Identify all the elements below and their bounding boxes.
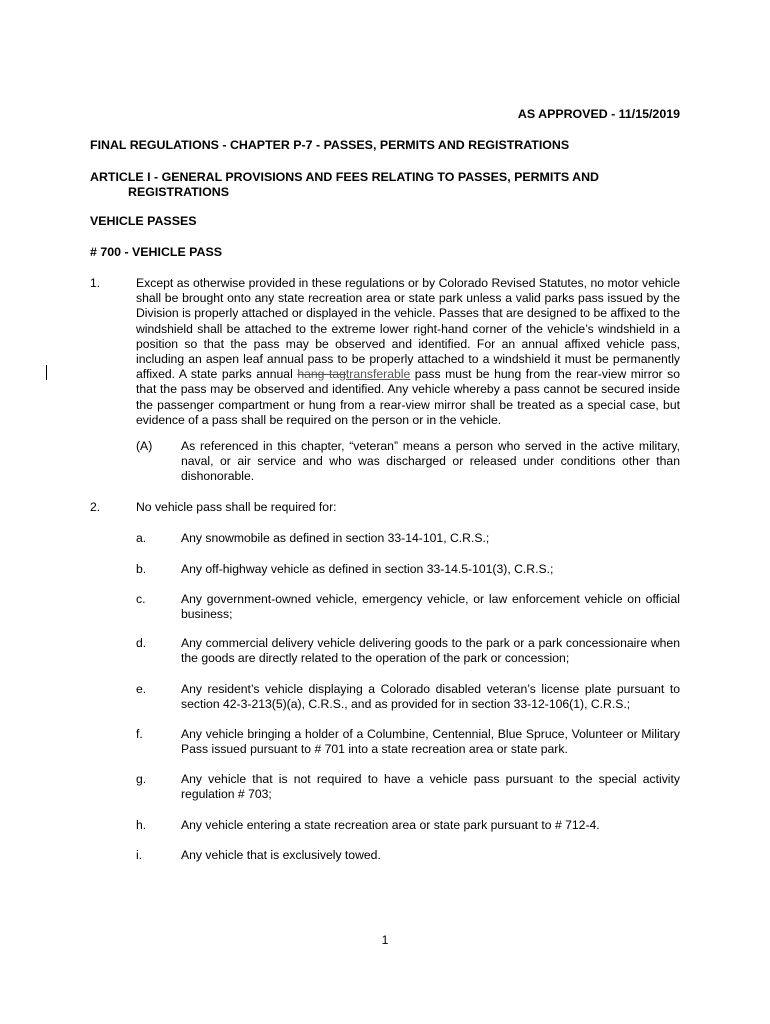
list-item-number: g. xyxy=(136,772,147,786)
list-item xyxy=(136,636,680,666)
list-item-number: c. xyxy=(136,592,146,606)
change-bar xyxy=(46,365,47,380)
article-heading xyxy=(90,170,690,200)
list-item-number: h. xyxy=(136,818,147,832)
list-item-number: f. xyxy=(136,727,143,741)
paragraph-1a-number: (A) xyxy=(136,439,153,453)
list-item xyxy=(136,592,680,622)
paragraph-2 xyxy=(90,500,680,515)
inserted-text: transferable xyxy=(345,367,411,382)
article-heading-line1: ARTICLE I - GENERAL PROVISIONS AND FEES RELATING TO PASSES, PERMITS AND xyxy=(90,170,599,184)
list-item xyxy=(136,531,680,546)
article-heading-line2: REGISTRATIONS xyxy=(128,185,229,199)
subsection-heading: # 700 - VEHICLE PASS xyxy=(90,245,222,259)
paragraph-1a-text: As referenced in this chapter, “veteran” means a person who served in the active military, naval, or air service and who was discharged or released under conditions other than dishonorable. xyxy=(181,439,680,484)
paragraph-1-text-before: Except as otherwise provided in these regulations or by Colorado Revised Statutes, no motor vehicle shall be brought onto any state recreation area or state park unless a valid parks pass issued by the Division is properly attached or displayed in the vehicle. Passes that are designed to be affixed to the windshield shall be attached to the extreme lower right-hand corner of the vehicle’s windshield in a position so that the pass may be observed and identified. For an annual affixed vehicle pass, including an aspen leaf annual pass to be properly attached to a windshield it must be permanently affixed. A state parks annual xyxy=(136,276,680,382)
list-item-number: a. xyxy=(136,531,147,545)
list-item xyxy=(136,818,680,833)
paragraph-1 xyxy=(90,276,680,428)
list-item-number: e. xyxy=(136,682,147,696)
paragraph-1-number: 1. xyxy=(90,276,101,290)
paragraph-2-text: No vehicle pass shall be required for: xyxy=(136,500,337,514)
list-item xyxy=(136,727,680,757)
paragraph-1-text xyxy=(136,276,680,428)
list-item-text: Any commercial delivery vehicle delivering goods to the park or a park concessionaire when the goods are directly related to the operation of the park or concession; xyxy=(181,636,680,666)
list-item xyxy=(136,562,680,577)
list-item-text: Any government-owned vehicle, emergency vehicle, or law enforcement vehicle on official business; xyxy=(181,592,680,622)
paragraph-2-number: 2. xyxy=(90,500,101,514)
list-item-text: Any snowmobile as defined in section 33-14-101, C.R.S.; xyxy=(181,531,490,545)
list-item-text: Any vehicle that is exclusively towed. xyxy=(181,848,381,862)
list-item xyxy=(136,682,680,712)
list-item-text: Any vehicle that is not required to have a vehicle pass pursuant to the special activity regulation # 703; xyxy=(181,772,680,802)
list-item-number: d. xyxy=(136,636,147,650)
list-item-text: Any vehicle entering a state recreation area or state park pursuant to # 712-4. xyxy=(181,818,600,832)
list-item-number: i. xyxy=(136,848,143,862)
list-item-number: b. xyxy=(136,562,147,576)
list-item-text: Any off-highway vehicle as defined in section 33-14.5-101(3), C.R.S.; xyxy=(181,562,554,576)
list-item xyxy=(136,848,680,863)
page-number: 1 xyxy=(381,933,389,947)
paragraph-1-text-after: pass must be hung from the rear-view mirror so that the pass may be observed and identified. Any vehicle whereby a pass cannot be secured inside the passenger compartment or hung from a rear-view mirror shall be treated as a special case, but evidence of a pass shall be required on the person or in the vehicle. xyxy=(136,367,680,427)
deleted-text: hang tag xyxy=(297,367,346,382)
section-heading: VEHICLE PASSES xyxy=(90,214,197,228)
list-item-text: Any resident’s vehicle displaying a Colorado disabled veteran’s license plate pursuant to section 42-3-213(5)(a), C.R.S., and as provided for in section 33-12-106(1), C.R.S.; xyxy=(181,682,680,712)
paragraph-1a xyxy=(136,439,680,485)
document-title: FINAL REGULATIONS - CHAPTER P-7 - PASSES, PERMITS AND REGISTRATIONS xyxy=(90,138,570,152)
list-item xyxy=(136,772,680,802)
approval-date: AS APPROVED - 11/15/2019 xyxy=(517,107,680,121)
list-item-text: Any vehicle bringing a holder of a Columbine, Centennial, Blue Spruce, Volunteer or Military Pass issued pursuant to # 701 into a state recreation area or state park. xyxy=(181,727,680,757)
